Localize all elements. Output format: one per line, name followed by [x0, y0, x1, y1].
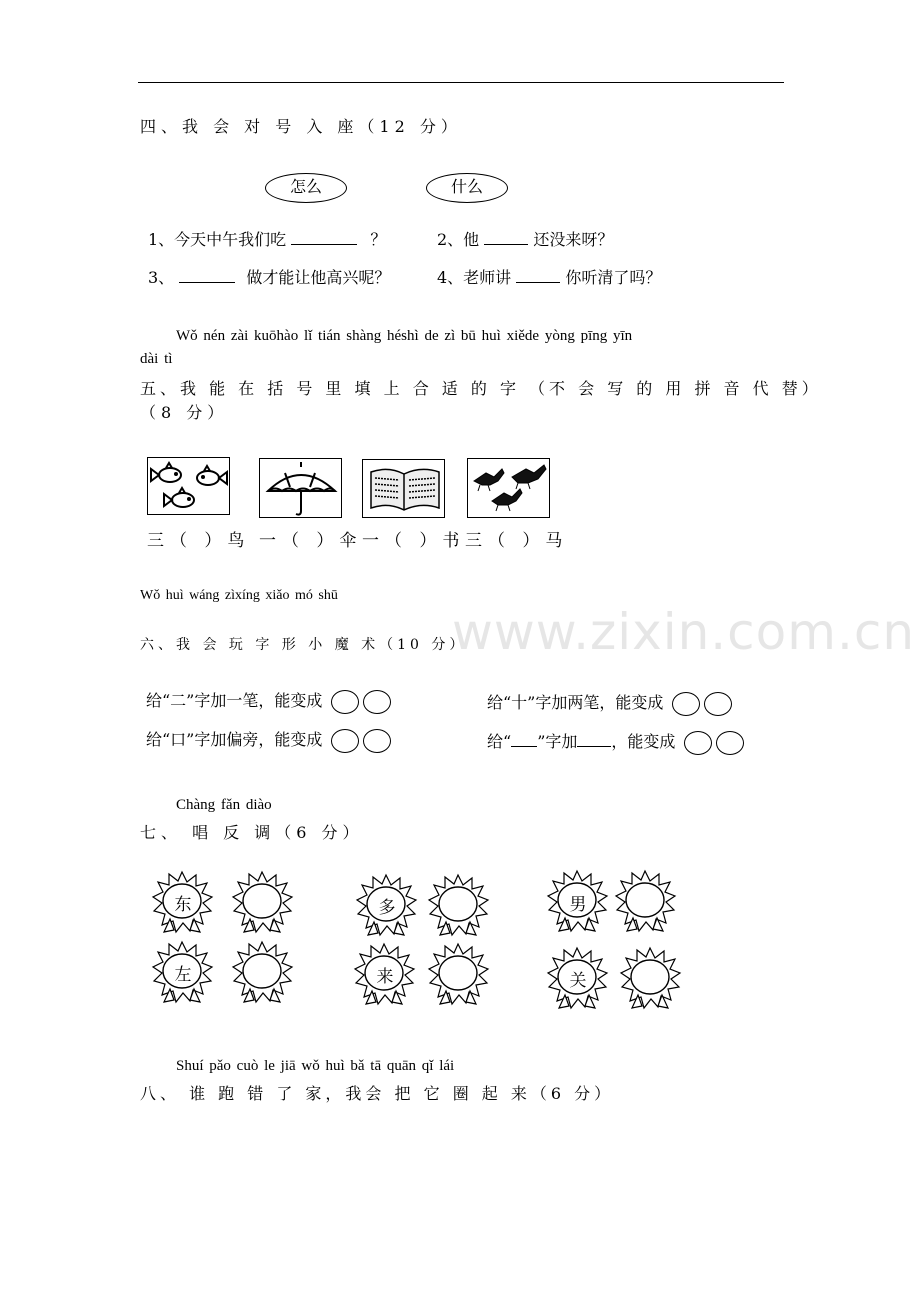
question-4-blank[interactable]: [516, 268, 560, 283]
caption-fish: 三（ ）鸟: [147, 531, 251, 551]
answer-circle[interactable]: [704, 692, 732, 716]
caption-horses: 三（ ）马: [465, 531, 569, 551]
sun-icon[interactable]: [618, 946, 684, 1012]
antonym-word-dong: 东: [174, 895, 192, 915]
question-3-text: 3、: [148, 268, 175, 287]
question-4-end: 你听清了吗？: [565, 268, 662, 287]
question-1: [148, 227, 386, 250]
sun-icon[interactable]: [426, 873, 492, 939]
book-picture: [362, 459, 445, 518]
section4-title: 四、我 会 对 号 入 座（12 分）: [140, 117, 462, 136]
antonym-word-lai: 来: [376, 967, 394, 987]
magic-row1-left-text: 给“二”字加一笔，能变成: [146, 691, 323, 710]
answer-circle[interactable]: [672, 692, 700, 716]
antonym-word-guan: 关: [569, 971, 587, 991]
magic-row2-right-text-2: ”字加: [537, 732, 578, 751]
question-1-end: ？: [370, 230, 387, 249]
section5-pinyin-line2: dài tì: [140, 351, 173, 367]
question-1-text: 1、今天中午我们吃: [148, 230, 287, 249]
answer-circle[interactable]: [331, 729, 359, 753]
question-4-text: 4、老师讲: [437, 268, 512, 287]
magic-row2-right-text-3: ，能变成: [611, 732, 676, 751]
question-2-end: 还没来呀？: [533, 230, 614, 249]
magic-row1-left: [146, 688, 391, 714]
question-3: [148, 265, 390, 288]
fish-picture: [147, 457, 230, 515]
question-1-blank[interactable]: [291, 230, 357, 245]
watermark: www.zixin.com.cn: [452, 603, 916, 661]
question-2-text: 2、他: [437, 230, 480, 249]
character-blank[interactable]: [511, 732, 537, 747]
option-oval-zenme: 怎么: [265, 173, 347, 203]
question-3-end: 做才能让他高兴呢？: [246, 268, 391, 287]
section5-title-line1: 五、我 能 在 括 号 里 填 上 合 适 的 字 （不 会 写 的 用 拼 音 代 替）: [140, 379, 822, 398]
antonym-word-duo: 多: [378, 898, 396, 918]
question-3-blank[interactable]: [179, 268, 235, 283]
magic-row1-right: [487, 690, 732, 716]
caption-book: 一（ ）书: [362, 531, 466, 551]
horses-icon: [468, 459, 551, 519]
answer-circle[interactable]: [716, 731, 744, 755]
magic-row1-right-text: 给“十”字加两笔，能变成: [487, 693, 664, 712]
sun-icon[interactable]: [230, 870, 296, 936]
sun-icon[interactable]: [230, 940, 296, 1006]
sun-icon[interactable]: [426, 942, 492, 1008]
top-rule: [138, 82, 784, 83]
section8-pinyin: Shuí pǎo cuò le jiā wǒ huì bǎ tā quān qǐ lái: [176, 1058, 455, 1074]
answer-circle[interactable]: [363, 690, 391, 714]
option-oval-shenme: 什么: [426, 173, 508, 203]
answer-circle[interactable]: [331, 690, 359, 714]
magic-row2-right: [487, 729, 744, 755]
magic-row2-left-text: 给“口”字加偏旁，能变成: [146, 730, 323, 749]
fish-icon: [148, 458, 231, 516]
section6-title: 六、我 会 玩 字 形 小 魔 术（10 分）: [140, 637, 468, 653]
sun-icon[interactable]: [613, 869, 679, 935]
antonym-word-nan: 男: [569, 895, 587, 915]
magic-row2-left: [146, 727, 391, 753]
caption-umbrella: 一（ ）伞: [259, 531, 363, 551]
umbrella-picture: [259, 458, 342, 518]
horses-picture: [467, 458, 550, 518]
section7-title: 七、 唱 反 调（6 分）: [140, 823, 364, 842]
answer-circle[interactable]: [684, 731, 712, 755]
question-4: [437, 265, 661, 288]
question-2-blank[interactable]: [484, 230, 528, 245]
section6-pinyin: Wǒ huì wáng zìxíng xiǎo mó shū: [140, 588, 338, 603]
umbrella-icon: [260, 459, 343, 519]
section5-pinyin-line1: Wǒ nén zài kuōhào lǐ tián shàng héshì de zì bū huì xiěde yòng pīng yīn: [176, 328, 633, 344]
section7-pinyin: Chàng fǎn diào: [176, 797, 272, 813]
magic-row2-right-text-1: 给“: [487, 732, 512, 751]
section5-title-line2: （8 分）: [140, 403, 229, 422]
section8-title: 八、 谁 跑 错 了 家，我会 把 它 圈 起 来（6 分）: [140, 1084, 615, 1103]
stroke-blank[interactable]: [577, 732, 611, 747]
question-2: [437, 227, 613, 250]
antonym-word-zuo: 左: [174, 965, 192, 985]
answer-circle[interactable]: [363, 729, 391, 753]
book-icon: [363, 460, 446, 519]
